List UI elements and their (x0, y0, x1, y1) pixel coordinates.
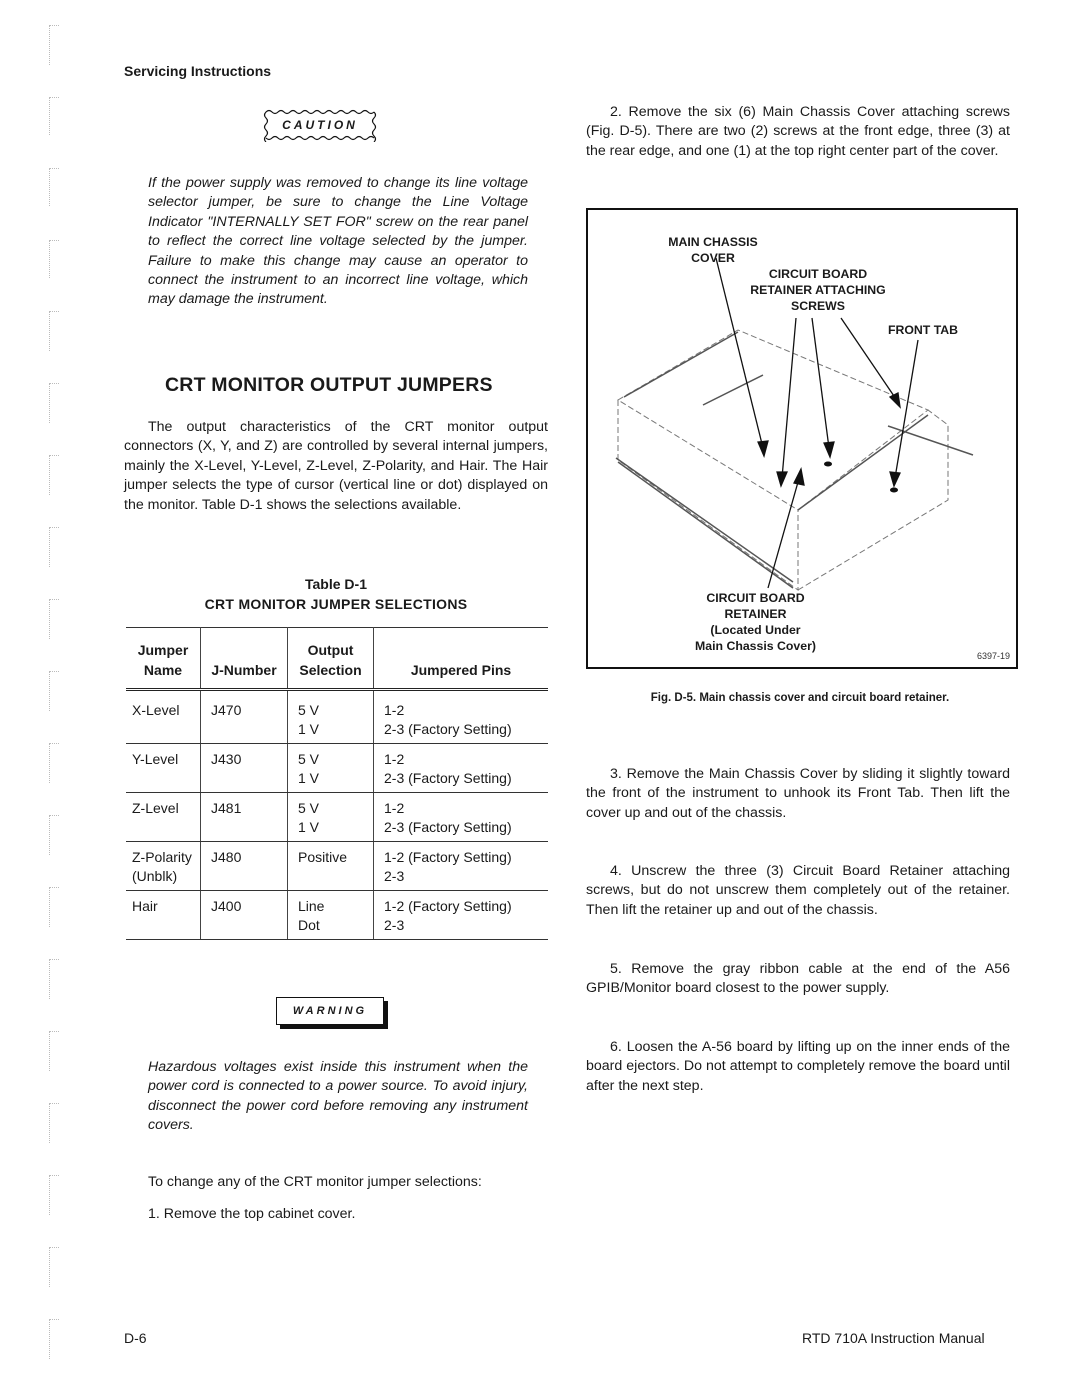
procedure-step-2: 2. Remove the six (6) Main Chassis Cover attaching screws (Fig. D-5). There are two (2) screws at the front edge, three (3) at the rear edge, and one (1) at the top right center part of the cover. (586, 104, 1010, 159)
caution-text: If the power supply was removed to change its line voltage selector jumper, be sure to change the Line Voltage Indicator "INTERNALLY SET FOR" screw on the rear panel to reflect the correct line voltage selected by the jumper. Failure to make this change may cause an operator to connect the instrument to an incorrect line voltage, which may damage the instrument. (148, 175, 528, 308)
label-retainer-screws: CIRCUIT BOARD RETAINER ATTACHING SCREWS (750, 267, 886, 313)
binder-mark (49, 240, 52, 278)
col-jumpered-pins: Jumpered Pins (374, 628, 549, 690)
binder-mark (49, 959, 52, 999)
binder-mark (49, 887, 52, 927)
cell-jumper-name: Z-Level (126, 793, 201, 842)
cell-output-selection: 5 V 1 V (288, 744, 374, 793)
binder-mark (49, 25, 52, 65)
table-header-row (126, 628, 548, 690)
binder-mark (49, 599, 52, 639)
caution-badge (262, 108, 378, 142)
procedure-step-4: 4. Unscrew the three (3) Circuit Board Retainer attaching screws, but do not unscrew them completely out of the retainer. Then lift the retainer up and out of the chassis. (586, 863, 1010, 918)
label-front-tab: FRONT TAB (887, 323, 959, 337)
figure-d5 (586, 208, 1018, 669)
binder-mark (49, 1175, 52, 1215)
binder-mark (49, 1031, 52, 1071)
cell-jumpered-pins: 1-2 2-3 (Factory Setting) (374, 793, 549, 842)
binder-mark (49, 671, 52, 711)
binder-mark (49, 743, 52, 783)
binder-mark (49, 311, 52, 351)
table-title: CRT MONITOR JUMPER SELECTIONS (204, 596, 468, 612)
caution-label: CAUTION (282, 118, 358, 132)
cell-j-number: J470 (201, 690, 288, 744)
binder-mark (49, 97, 52, 135)
cell-j-number: J400 (201, 891, 288, 940)
drawing-code: 6397-19 (976, 651, 1010, 661)
table-row (126, 793, 548, 842)
binder-mark (49, 1247, 52, 1287)
label-circuit-board-retainer: CIRCUIT BOARD RETAINER (Located Under Main Chassis Cover) (695, 591, 816, 653)
table-number: Table D-1 (305, 576, 367, 592)
binder-mark (49, 383, 52, 423)
table-row (126, 891, 548, 940)
table-row (126, 690, 548, 744)
cell-j-number: J480 (201, 842, 288, 891)
running-head: Servicing Instructions (124, 63, 272, 79)
section-heading: CRT MONITOR OUTPUT JUMPERS (165, 374, 493, 396)
cell-jumpered-pins: 1-2 (Factory Setting) 2-3 (374, 891, 549, 940)
jumper-table (126, 627, 548, 940)
warning-text: Hazardous voltages exist inside this instrument when the power cord is connected to a power source. To avoid injury, disconnect the power cord before removing any instrument covers. (148, 1059, 528, 1134)
cell-jumper-name: Y-Level (126, 744, 201, 793)
procedure-step-6: 6. Loosen the A-56 board by lifting up on the inner ends of the board ejectors. Do not attempt to completely remove the board until after the next step. (586, 1039, 1010, 1094)
procedure-step-1: 1. Remove the top cabinet cover. (148, 1206, 356, 1222)
warning-label: WARNING (276, 997, 384, 1025)
col-jumper-name: Jumper Name (126, 628, 201, 690)
cell-jumper-name: Z-Polarity (Unblk) (126, 842, 201, 891)
procedure-intro: To change any of the CRT monitor jumper selections: (148, 1174, 482, 1190)
col-output-selection: Output Selection (288, 628, 374, 690)
binder-mark (49, 815, 52, 855)
cell-jumper-name: Hair (126, 891, 201, 940)
cell-output-selection: Positive (288, 842, 374, 891)
binder-mark (49, 455, 52, 495)
label-main-chassis-cover: MAIN CHASSIS COVER (668, 235, 758, 265)
cell-jumper-name: X-Level (126, 690, 201, 744)
cell-output-selection: 5 V 1 V (288, 690, 374, 744)
procedure-step-3: 3. Remove the Main Chassis Cover by sliding it slightly toward the front of the instrument to unhook its Front Tab. Then lift the cover up and out of the chassis. (586, 766, 1010, 821)
cell-jumpered-pins: 1-2 (Factory Setting) 2-3 (374, 842, 549, 891)
cell-jumpered-pins: 1-2 2-3 (Factory Setting) (374, 744, 549, 793)
table-caption (124, 574, 548, 614)
warning-badge (276, 997, 386, 1027)
procedure-step-5: 5. Remove the gray ribbon cable at the end of the A56 GPIB/Monitor board closest to the power supply. (586, 961, 1010, 997)
binder-mark (49, 527, 52, 567)
table-row (126, 842, 548, 891)
footer-title: RTD 710A Instruction Manual (802, 1330, 985, 1346)
cell-jumpered-pins: 1-2 2-3 (Factory Setting) (374, 690, 549, 744)
section-intro: The output characteristics of the CRT monitor output connectors (X, Y, and Z) are controlled by several internal jumpers, mainly the X-Level, Y-Level, Z-Level, Z-Polarity, and Hair. The Hair jumper selects the type of cursor (vertical line or dot) displayed on the monitor. Table D-1 shows the selections available. (124, 419, 548, 513)
binder-mark (49, 1319, 52, 1359)
table-row (126, 744, 548, 793)
binder-mark (49, 168, 52, 206)
cell-j-number: J481 (201, 793, 288, 842)
figure-caption: Fig. D-5. Main chassis cover and circuit board retainer. (650, 692, 950, 704)
cell-output-selection: 5 V 1 V (288, 793, 374, 842)
binder-mark (49, 1103, 52, 1143)
col-j-number: J-Number (201, 628, 288, 690)
cell-j-number: J430 (201, 744, 288, 793)
page-number: D-6 (124, 1330, 147, 1346)
cell-output-selection: Line Dot (288, 891, 374, 940)
